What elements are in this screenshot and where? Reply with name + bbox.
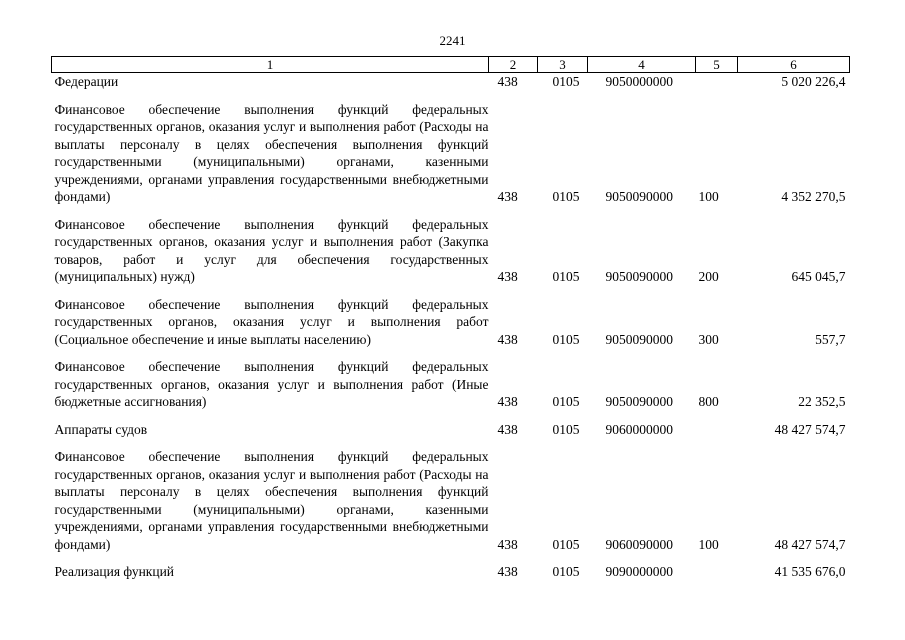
budget-table [51, 56, 850, 581]
header-cell-6: 6 [738, 57, 850, 73]
row-name: Финансовое обеспечение выполнения функций федеральных государственных органов, оказания услуг и выполнения работ (Иные бюджетные ассигнования) [54, 359, 489, 409]
row-name: Финансовое обеспечение выполнения функций федеральных государственных органов, оказания услуг и выполнения работ (Закупка товаров, работ и услуг для обеспечения государственных (муниципальных) нужд) [54, 216, 489, 284]
table-row [52, 73, 850, 91]
row-ministry-code: 438 [497, 74, 518, 89]
row-target-code: 9090000000 [605, 564, 673, 579]
row-target-code: 9050000000 [605, 74, 673, 89]
header-cell-1: 1 [52, 57, 489, 73]
row-amount: 48 427 574,7 [774, 536, 846, 552]
row-expense-type: 300 [698, 331, 719, 347]
header-cell-5: 5 [696, 57, 738, 73]
row-ministry-code: 438 [497, 189, 518, 204]
row-expense-type: 800 [698, 394, 719, 409]
row-section-code: 0105 [552, 331, 580, 347]
row-ministry-code: 438 [497, 421, 518, 437]
row-ministry-code: 438 [497, 394, 518, 409]
row-section-code: 0105 [552, 394, 580, 409]
header-cell-3: 3 [538, 57, 588, 73]
row-target-code: 9060000000 [605, 421, 673, 437]
row-name: Финансовое обеспечение выполнения функций федеральных государственных органов, оказания услуг и выполнения работ (Расходы на выплаты персоналу в целях обеспечения выполнения функций государственными (муниципальными) органами, казенными учреждениями, органами управления государственными внебюджетными фондами) [54, 101, 489, 204]
row-target-code: 9050090000 [605, 394, 673, 409]
header-row [52, 57, 850, 73]
row-name: Реализация функций [54, 564, 175, 579]
row-expense-type: 200 [698, 269, 719, 284]
row-name: Финансовое обеспечение выполнения функций федеральных государственных органов, оказания услуг и выполнения работ (Социальное обеспечение и иные выплаты населению) [54, 296, 489, 347]
row-expense-type [696, 421, 738, 439]
row-target-code: 9050090000 [605, 189, 673, 204]
table-row [52, 421, 850, 439]
row-ministry-code: 438 [497, 564, 518, 579]
row-target-code: 9050090000 [605, 269, 673, 284]
row-amount: 41 535 676,0 [774, 564, 846, 579]
row-section-code: 0105 [552, 421, 580, 437]
row-section-code: 0105 [552, 536, 580, 552]
row-ministry-code: 438 [497, 536, 518, 552]
row-expense-type: 100 [698, 189, 719, 204]
row-section-code: 0105 [552, 74, 580, 89]
row-target-code: 9050090000 [605, 331, 673, 347]
row-amount: 22 352,5 [798, 394, 846, 409]
table-row [52, 296, 850, 349]
table-row [52, 216, 850, 286]
row-section-code: 0105 [552, 189, 580, 204]
row-section-code: 0105 [552, 269, 580, 284]
row-amount: 4 352 270,5 [781, 189, 846, 204]
table-row [52, 101, 850, 206]
row-expense-type [696, 73, 738, 91]
row-section-code: 0105 [552, 564, 580, 579]
row-ministry-code: 438 [497, 331, 518, 347]
table-row [52, 358, 850, 411]
row-expense-type [696, 563, 738, 581]
header-cell-2: 2 [489, 57, 538, 73]
row-name: Финансовое обеспечение выполнения функций федеральных государственных органов, оказания услуг и выполнения работ (Расходы на выплаты персоналу в целях обеспечения выполнения функций государственными (муниципальными) органами, казенными учреждениями, органами управления государственными внебюджетными фондами) [54, 449, 489, 552]
table-row [52, 448, 850, 553]
row-target-code: 9060090000 [605, 536, 673, 552]
page-number: 2241 [439, 33, 466, 48]
row-amount: 5 020 226,4 [781, 74, 846, 89]
row-name: Аппараты судов [54, 421, 148, 437]
row-name: Федерации [54, 74, 119, 89]
row-ministry-code: 438 [497, 269, 518, 284]
row-amount: 48 427 574,7 [774, 421, 846, 437]
row-amount: 645 045,7 [791, 269, 846, 284]
row-expense-type: 100 [698, 536, 719, 552]
row-amount: 557,7 [815, 331, 846, 347]
table-row [52, 563, 850, 581]
header-cell-4: 4 [588, 57, 696, 73]
